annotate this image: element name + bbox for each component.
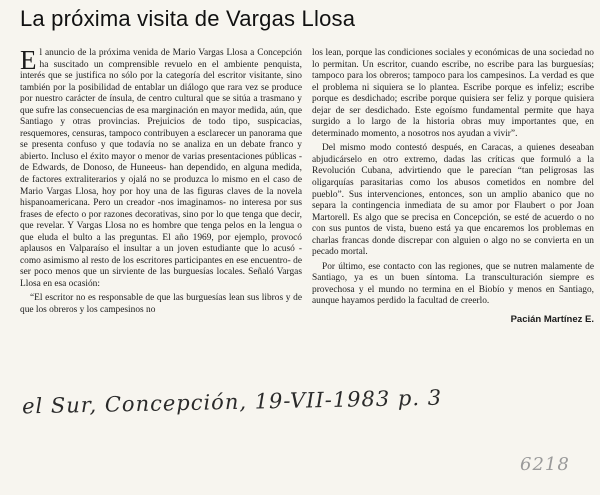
handwritten-source-note: el Sur, Concepción, 19-VII-1983 p. 3 (21, 385, 443, 419)
paragraph (20, 45, 302, 290)
paragraph: los lean, porque las condiciones sociales y económicas de una sociedad no lo permitan. Un escritor, cuando escribe, no escribe para las burguesías; tampoco para los obreros; tampoco para los campesinos. La verdad es que el problema ni siquiera se lo plantea. Escribe porque es infeliz; escribe porque es desdichado; escribe porque quisiera ser feliz y porque quisiera dejar de ser desdichado. Este egoísmo fundamental permite que haya surgido a lo largo de la historia obras muy importantes que, en determinado momento, a nosotros nos ayudan a vivir”. (312, 48, 594, 139)
quote-paragraph: “El escritor no es responsable de que las burguesías lean sus libros y de que los obreros y los campesinos no (20, 293, 302, 316)
drop-cap: E (20, 45, 37, 75)
author-signature: Pacián Martínez E. (510, 314, 594, 326)
article-column-left (20, 45, 302, 320)
article-column-right (312, 48, 594, 326)
paragraph-text: l anuncio de la próxima venida de Mario Vargas Llosa a Concepción ha suscitado un comprensible revuelo en el ambiente penquista, interés que se justifica no sólo por la categoría del escritor visitante, sino también por la posibilidad de entablar un diálogo que rara vez se produce por nuestro carácter de ínsula, de centro cultural que se sitúa a trasmano y que sufre las consecuencias de esa marginación en mayor medida, aún, que Santiago y otras provincias. Prejuicios de todo tipo, suspicacias, resquemores, censuras, tampoco contribuyen a esclarecer un panorama que se presenta confuso y que todavía no se analiza en un debate franco y abierto. Incluso el éxito mayor o menor de varias presentaciones públicas -de Edwards, de Donoso, de Huneeus- han dependido, en alguna medida, de factores extraliterarios y ojalá no se produzca lo mismo en el caso de Mario Vargas Llosa, hoy por hoy una de las figuras claves de la novela hispanoamericana. Pero un creador -nos imaginamos- no interesa por sus frases de efecto o por razones decorativas, sino por lo que tenga que decir, que revelar. Y Vargas Llosa no es hombre que tenga pelos en la lengua o que eluda el bulto a las preguntas. El año 1969, por ejemplo, provocó aplausos en Valparaíso el insultar a un joven estudiante que lo acusó -como asimismo al resto de los escritores participantes en ese encuentro- de ser poco menos que un sirviente de las burguesías locales. Señaló Vargas Llosa en esa ocasión: (20, 48, 302, 289)
paragraph: Del mismo modo contestó después, en Caracas, a quienes deseaban abjudicárselo en otro extremo, dadas las críticas que formuló a la Revolución Cubana, advirtiendo que le parecían “tan peligrosas las oligarquías parasitarias como los abusos cometidos en nombre del pueblo”. Sus intervenciones, entonces, son un amplio abanico que no separa la contingencia inmediata de su amor por Flaubert o por Joan Martorell. Es algo que se precisa en Concepción, se esté de acuerdo o no con sus puntos de vista, bueno está ya que encaremos los problemas en charlas francas donde discrepar con alguien o algo no se convierta en un pecado mortal. (312, 143, 594, 258)
handwritten-archive-number: 6218 (520, 454, 570, 475)
article-title: La próxima visita de Vargas Llosa (20, 6, 356, 31)
paragraph: Por último, ese contacto con las regiones, que se nutren malamente de Santiago, ya es un buen síntoma. La transculturación siempre es provechosa y el mundo no termina en el Biobío y menos en Santiago, aunque hayamos perdido la facultad de creerlo. (312, 261, 594, 307)
